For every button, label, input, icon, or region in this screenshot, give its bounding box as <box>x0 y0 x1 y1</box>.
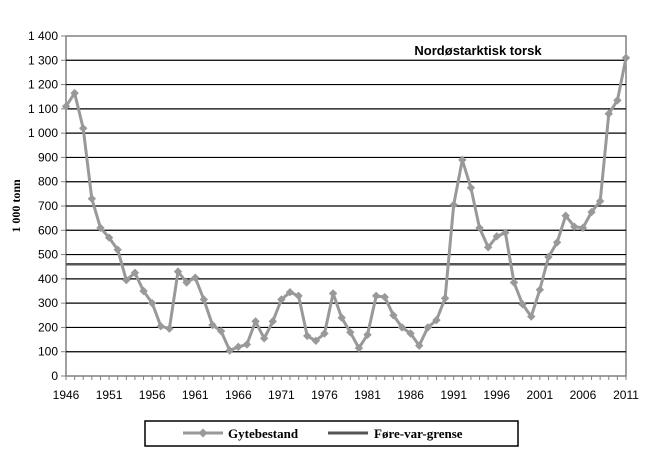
legend-label-gytebestand: Gytebestand <box>228 426 299 441</box>
y-tick-label: 1 200 <box>27 77 58 92</box>
x-tick-label: 1971 <box>268 388 295 402</box>
y-tick-label: 1 400 <box>27 29 58 43</box>
y-tick-label: 200 <box>37 320 58 335</box>
y-tick-label: 300 <box>37 296 58 311</box>
x-tick-label: 1981 <box>354 388 381 402</box>
y-tick-label: 1 100 <box>27 101 58 116</box>
y-tick-label: 800 <box>37 174 58 189</box>
y-tick-label: 600 <box>37 223 58 238</box>
x-tick-label: 1996 <box>483 388 511 402</box>
y-tick-label: 1 000 <box>27 126 58 141</box>
y-tick-label: 1 300 <box>27 53 58 68</box>
x-tick-label: 1986 <box>397 388 424 402</box>
y-tick-label: 900 <box>37 150 58 165</box>
x-tick-label: 1991 <box>440 388 468 402</box>
x-tick-label: 1961 <box>181 388 209 402</box>
y-tick-label: 400 <box>37 271 58 286</box>
y-axis-label: 1 000 tonn <box>9 179 23 233</box>
y-tick-label: 700 <box>37 199 58 213</box>
x-tick-label: 1966 <box>224 388 252 402</box>
x-tick-label: 2001 <box>526 388 554 402</box>
y-tick-label: 500 <box>37 247 58 262</box>
legend-label-fore-var-grense: Føre-var-grense <box>374 426 463 441</box>
chart-title: Nordøstarktisk torsk <box>414 43 542 58</box>
x-tick-label: 1946 <box>52 388 80 402</box>
x-axis-ticks <box>53 376 640 402</box>
legend <box>145 421 518 446</box>
y-tick-label: 0 <box>51 369 58 383</box>
y-tick-label: 100 <box>37 344 58 359</box>
x-tick-label: 1976 <box>311 388 338 402</box>
x-tick-label: 1956 <box>138 388 166 402</box>
x-tick-label: 2006 <box>569 388 597 402</box>
y-axis-ticks <box>28 29 66 383</box>
x-tick-label: 2011 <box>613 388 639 402</box>
x-tick-label: 1951 <box>95 388 123 402</box>
